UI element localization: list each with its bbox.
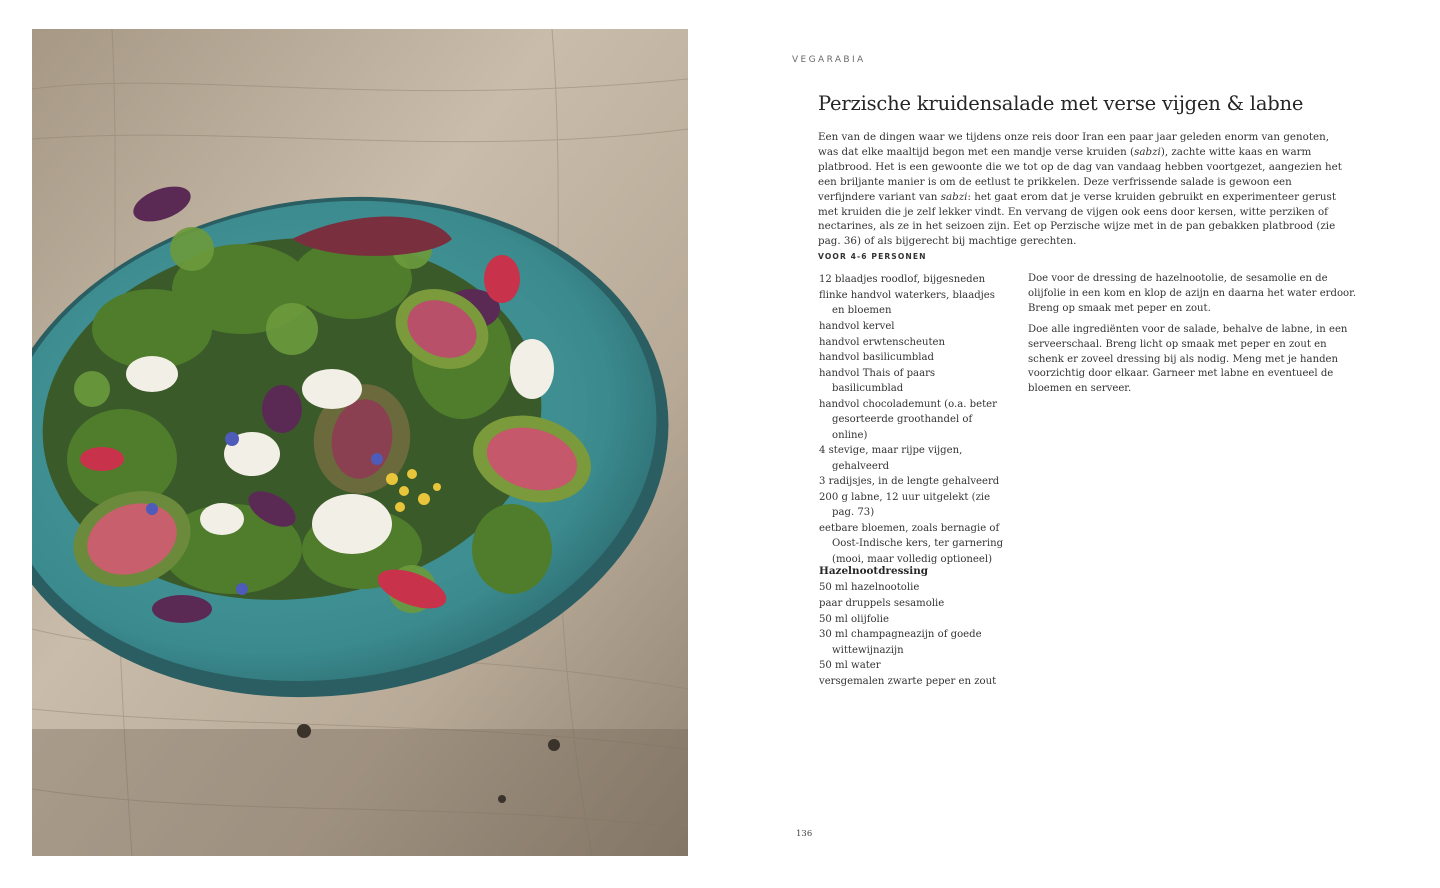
salad-illustration: [32, 29, 688, 856]
intro-sabzi-1: sabzi: [1134, 145, 1161, 158]
dressing-item: 50 ml olijfolie: [819, 613, 889, 625]
dressing-heading: Hazelnootdressing: [819, 565, 929, 577]
ingredient-item: handvol basilicumblad: [819, 352, 934, 364]
ingredient-item: flinke handvol waterkers, blaadjes en bloemen: [819, 289, 995, 316]
servings-label: VOOR 4-6 PERSONEN: [818, 252, 927, 261]
dressing-item: 30 ml champagneazijn of goede wittewijnazijn: [819, 629, 982, 656]
intro-text-3: : het gaat erom dat je verse kruiden gebruikt en experimenteer gerust met kruiden die je zelf lekker vindt. En vervang de vijgen ook eens door kersen, witte perziken of nectarines, als ze in het seizoen zijn. Eet op Perzische wijze met in de pan gebakken platbrood (zie pag. 36) of als bijgerecht bij machtige gerechten.: [818, 190, 1336, 248]
ingredient-item: handvol kervel: [819, 320, 895, 332]
ingredient-item: handvol erwtenscheuten: [819, 336, 946, 348]
dressing-item: 50 ml water: [819, 660, 881, 672]
method-step: Doe alle ingrediënten voor de salade, behalve de labne, in een serveerschaal. Breng licht op smaak met peper en zout en schenk er zoveel dressing bij als nodig. Meng met je handen voorzichtig door elkaar. Garneer met labne en eventueel de bloemen en serveer.: [1028, 323, 1348, 395]
intro-sabzi-2: sabzi: [940, 190, 968, 203]
running-head: VEGARABIA: [792, 55, 866, 65]
ingredient-item: 4 stevige, maar rijpe vijgen, gehalveerd: [819, 445, 963, 472]
page-number: 136: [796, 829, 813, 839]
recipe-page: [760, 0, 1440, 888]
method-step: Doe voor de dressing de hazelnootolie, de sesamolie en de olijfolie in een kom en klop de azijn en daarna het water erdoor. Breng op smaak met peper en zout.: [1028, 273, 1357, 314]
intro-text-2: ), zachte witte kaas en warm platbrood. Het is een gewoonte die we tot op de dag van vandaag hebben voortgezet, aangezien het een briljante manier is om de eetlust te prikkelen. Deze verfrissende salade is gewoon een verfijndere variant van: [818, 145, 1342, 203]
intro-text-1: Een van de dingen waar we tijdens onze reis door Iran een paar jaar geleden enorm van genoten, was dat elke maaltijd begon met een mandje verse kruiden (: [818, 131, 1329, 158]
dressing-list: [819, 580, 1009, 690]
dressing-item: versgemalen zwarte peper en zout: [819, 676, 997, 688]
dressing-item: 50 ml hazelnootolie: [819, 582, 920, 593]
ingredient-item: 12 blaadjes roodlof, bijgesneden: [819, 274, 986, 285]
dressing-item: paar druppels sesamolie: [819, 597, 945, 609]
method-text: [1028, 272, 1358, 403]
ingredient-item: 3 radijsjes, in de lengte gehalveerd: [819, 476, 1000, 488]
recipe-intro: [818, 130, 1352, 249]
recipe-title: Perzische kruidensalade met verse vijgen & labne: [818, 92, 1304, 115]
ingredient-item: handvol chocolademunt (o.a. beter gesorteerde groothandel of online): [819, 399, 997, 441]
ingredient-item: eetbare bloemen, zoals bernagie of Oost-Indische kers, ter garnering (mooi, maar volledig optioneel): [819, 523, 1004, 565]
ingredient-item: 200 g labne, 12 uur uitgelekt (zie pag. 73): [819, 492, 991, 519]
salad-photo: [32, 29, 688, 856]
ingredient-list: [819, 272, 1009, 567]
ingredient-item: handvol Thais of paars basilicumblad: [819, 368, 936, 395]
